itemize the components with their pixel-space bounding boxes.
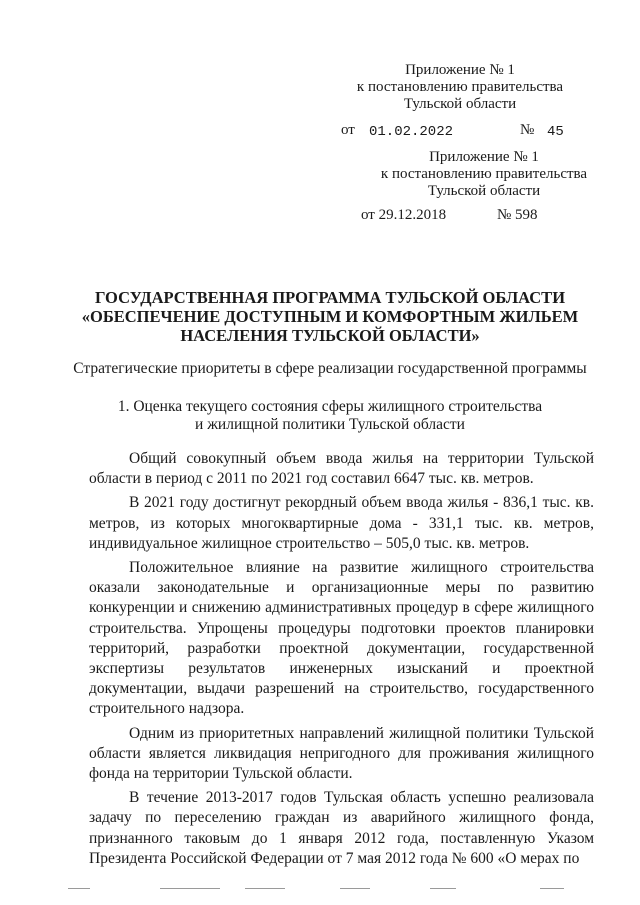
scan-artifact bbox=[430, 888, 456, 889]
header-current-number: 45 bbox=[547, 124, 564, 140]
subtitle: Стратегические приоритеты в сфере реализации государственной программы bbox=[73, 360, 587, 377]
paragraph-4: Одним из приоритетных направлений жилищной политики Тульской области является ликвидация непригодного для проживания жилищного фонда на территории Тульской области. bbox=[89, 724, 594, 783]
paragraph-3: Положительное влияние на развитие жилищного строительства оказали законодательные и организационные меры по развитию конкуренции и снижению административных процедур в сфере жилищного строительства. Упрощены процедуры подготовки проектов планировки территорий, разработки проектной документации, государственной экспертизы результатов инженерных изысканий и проектной документации, выдачи разрешений на строительство, государственного строительного надзора. bbox=[89, 559, 594, 718]
scan-artifact bbox=[68, 888, 90, 889]
header-original-date: от 29.12.2018 bbox=[361, 207, 447, 223]
header-current-number-prefix: № bbox=[520, 122, 535, 138]
scan-artifact bbox=[540, 888, 564, 889]
header-current-line3: Тульской области bbox=[403, 96, 517, 112]
paragraph-5: В течение 2013-2017 годов Тульская область успешно реализовала задачу по переселению граждан из аварийного жилищного фонда, признанного таковым до 1 января 2012 года, поставленную Указом Президента Российской Федерации от 7 мая 2012 года № 600 «О мерах по bbox=[89, 789, 594, 867]
header-current-date: 01.02.2022 bbox=[369, 124, 454, 140]
scan-artifact bbox=[245, 888, 285, 889]
scan-artifact bbox=[160, 888, 220, 889]
title-line3: НАСЕЛЕНИЯ ТУЛЬСКОЙ ОБЛАСТИ» bbox=[180, 326, 480, 345]
paragraph-1: Общий совокупный объем ввода жилья на территории Тульской области в период с 2011 по 2021 год составил 6647 тыс. кв. метров. bbox=[89, 450, 594, 488]
header-original-line1: Приложение № 1 bbox=[429, 149, 539, 165]
title-line2: «ОБЕСПЕЧЕНИЕ ДОСТУПНЫМ И КОМФОРТНЫМ ЖИЛЬЕМ bbox=[81, 307, 579, 326]
header-original-line3: Тульской области bbox=[427, 183, 541, 199]
title-line1: ГОСУДАРСТВЕННАЯ ПРОГРАММА ТУЛЬСКОЙ ОБЛАСТИ bbox=[94, 288, 566, 307]
header-original-number: № 598 bbox=[497, 207, 538, 223]
header-current-date-prefix: от bbox=[341, 122, 355, 138]
header-original-line2: к постановлению правительства bbox=[380, 166, 588, 182]
scan-artifact bbox=[340, 888, 370, 889]
header-current-line2: к постановлению правительства bbox=[356, 79, 564, 95]
paragraph-2: В 2021 году достигнут рекордный объем ввода жилья - 836,1 тыс. кв. метров, из которых многоквартирные дома - 331,1 тыс. кв. метров, индивидуальное жилищное строительство – 505,0 тыс. кв. метров. bbox=[89, 494, 594, 552]
section-heading-line1: 1. Оценка текущего состояния сферы жилищного строительства bbox=[117, 398, 543, 415]
header-current-line1: Приложение № 1 bbox=[405, 62, 515, 78]
section-heading-line2: и жилищной политики Тульской области bbox=[195, 416, 465, 433]
body-text bbox=[89, 449, 594, 873]
